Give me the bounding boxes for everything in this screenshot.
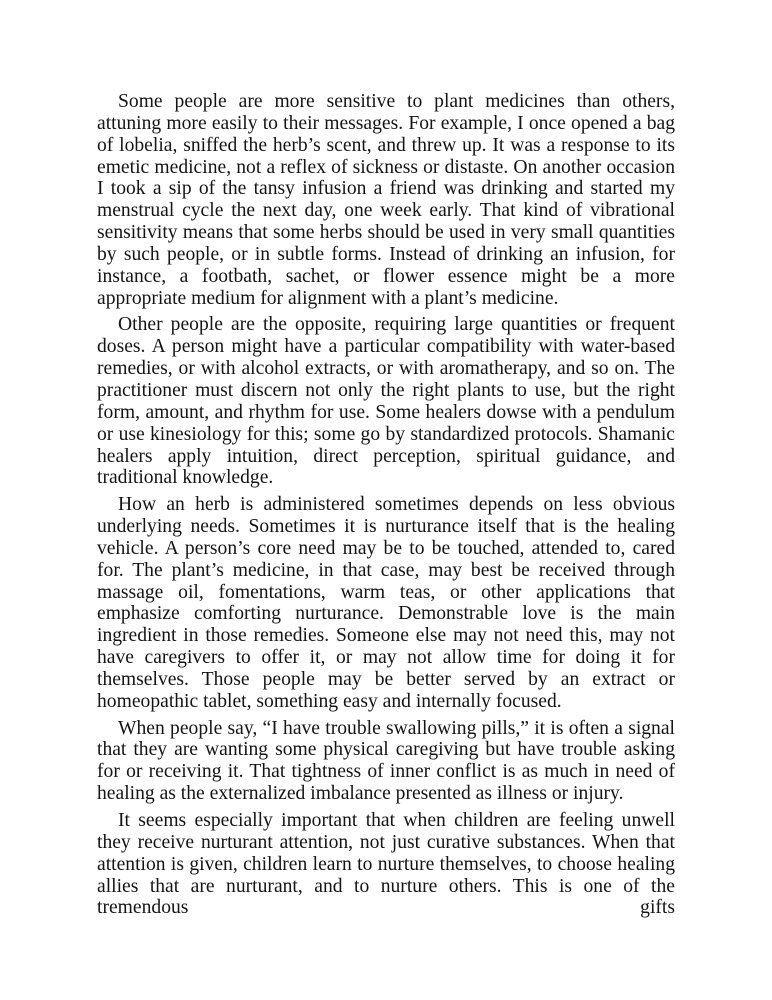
paragraph-administration: How an herb is administered sometimes depends on less obvious underlying needs. Sometimes it is nurturance itself that is the healing vehicle. A person’s core need may be to be touched, attended to, cared for. The plant’s medicine, in that case, may best be received through massage oil, fomentations, warm teas, or other applications that emphasize comforting nurturance. Demonstrable love is the main ingredient in those remedies. Someone else may not need this, may not have caregivers to offer it, or may not allow time for doing it for themselves. Those people may be better served by an extract or homeopathic tablet, something easy and internally focused. [97,494,675,712]
paragraph-plant-sensitivity: Some people are more sensitive to plant medicines than others, attuning more easily to their messages. For example, I once opened a bag of lobelia, sniffed the herb’s scent, and threw up. It was a response to its emetic medicine, not a reflex of sickness or distaste. On another occasion I took a sip of the tansy infusion a friend was drinking and started my menstrual cycle the next day, one week early. That kind of vibrational sensitivity means that some herbs should be used in very small quantities by such people, or in subtle forms. Instead of drinking an infusion, for instance, a footbath, sachet, or flower essence might be a more appropriate medium for alignment with a plant’s medicine. [97,91,675,309]
paragraph-children: It seems especially important that when children are feeling unwell they receive nurturant attention, not just curative substances. When that attention is given, children learn to nurture themselves, to choose healing allies that are nurturant, and to nurture others. This is one of the tremendous gifts [97,810,675,919]
paragraph-swallowing-pills: When people say, “I have trouble swallowing pills,” it is often a signal that they are wanting some physical caregiving but have trouble asking for or receiving it. That tightness of inner conflict is as much in need of healing as the externalized imbalance presented as illness or injury. [97,717,675,805]
page-body [97,91,675,924]
paragraph-large-quantities: Other people are the opposite, requiring large quantities or frequent doses. A person might have a particular compatibility with water-based remedies, or with alcohol extracts, or with aromatherapy, and so on. The practitioner must discern not only the right plants to use, but the right form, amount, and rhythm for use. Some healers dowse with a pendulum or use kinesiology for this; some go by standardized protocols. Shamanic healers apply intuition, direct perception, spiritual guidance, and traditional knowledge. [97,314,675,489]
